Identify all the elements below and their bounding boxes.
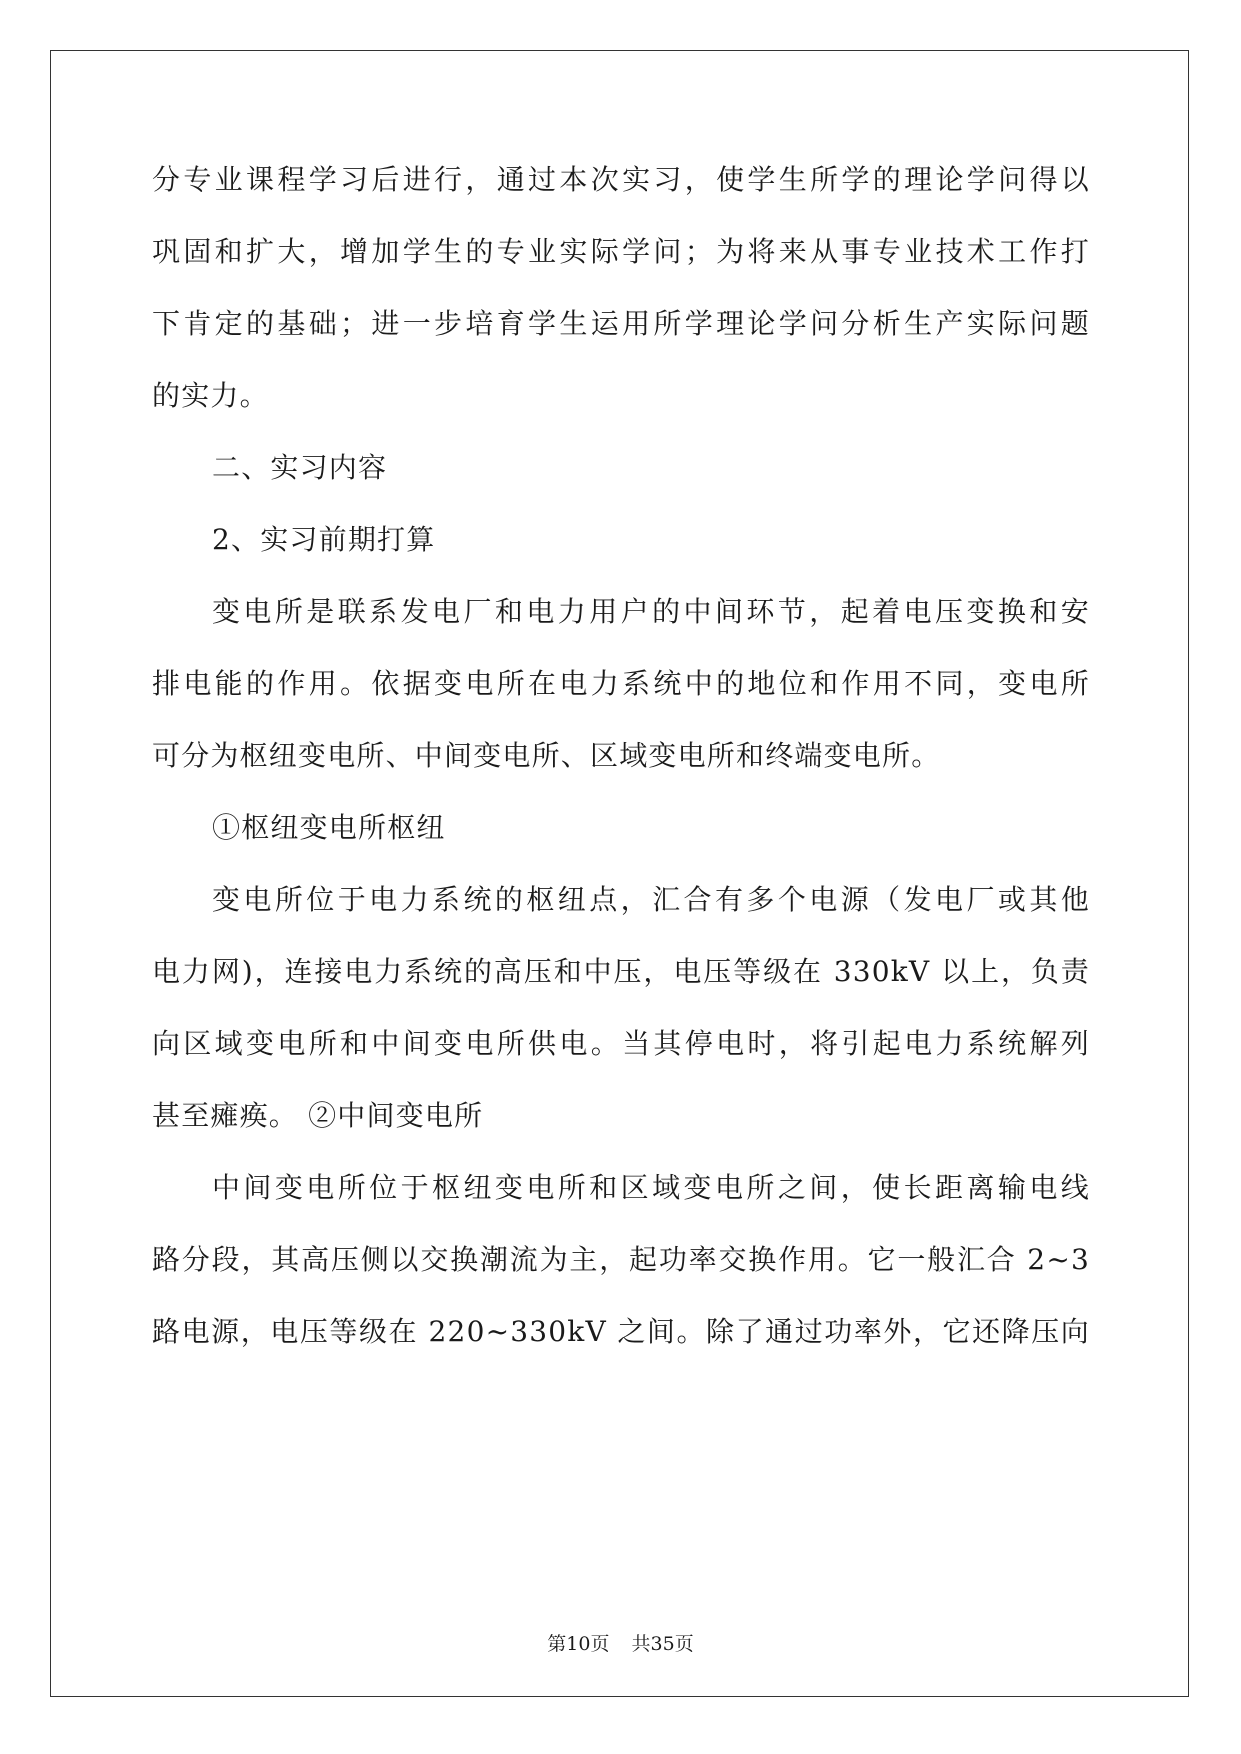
paragraph-line: 甚至瘫痪。 ②中间变电所 [152, 1099, 484, 1132]
page-total: 共35页 [631, 1633, 694, 1655]
paragraph-line: 路电源，电压等级在 220~330kV 之间。除了通过功率外，它还降压向 [152, 1315, 1090, 1348]
paragraph-line: 向区域变电所和中间变电所供电。当其停电时，将引起电力系统解列 [152, 1027, 1090, 1060]
paragraph-line: 排电能的作用。依据变电所在电力系统中的地位和作用不同，变电所 [152, 667, 1090, 700]
page-number: 第10页 [547, 1633, 610, 1655]
paragraph-line: 路分段，其高压侧以交换潮流为主，起功率交换作用。它一般汇合 2~3 [152, 1243, 1090, 1276]
paragraph-line: 下肯定的基础；进一步培育学生运用所学理论学问分析生产实际问题 [152, 307, 1090, 340]
section-heading: 二、实习内容 [212, 451, 388, 484]
subsection-heading: 2、实习前期打算 [212, 523, 436, 556]
list-heading: ①枢纽变电所枢纽 [212, 811, 446, 844]
paragraph-line: 变电所是联系发电厂和电力用户的中间环节，起着电压变换和安 [212, 595, 1090, 628]
page-footer [0, 1632, 1241, 1656]
paragraph-line: 中间变电所位于枢纽变电所和区域变电所之间，使长距离输电线 [212, 1171, 1090, 1204]
page-border [50, 50, 1189, 1697]
paragraph-line: 分专业课程学习后进行，通过本次实习，使学生所学的理论学问得以 [152, 163, 1090, 196]
paragraph-line: 变电所位于电力系统的枢纽点，汇合有多个电源（发电厂或其他 [212, 883, 1090, 916]
paragraph-line: 电力网)，连接电力系统的高压和中压，电压等级在 330kV 以上，负责 [152, 955, 1090, 988]
paragraph-line: 巩固和扩大，增加学生的专业实际学问；为将来从事专业技术工作打 [152, 235, 1090, 268]
paragraph-line: 的实力。 [152, 379, 269, 412]
paragraph-line: 可分为枢纽变电所、中间变电所、区域变电所和终端变电所。 [152, 739, 941, 772]
